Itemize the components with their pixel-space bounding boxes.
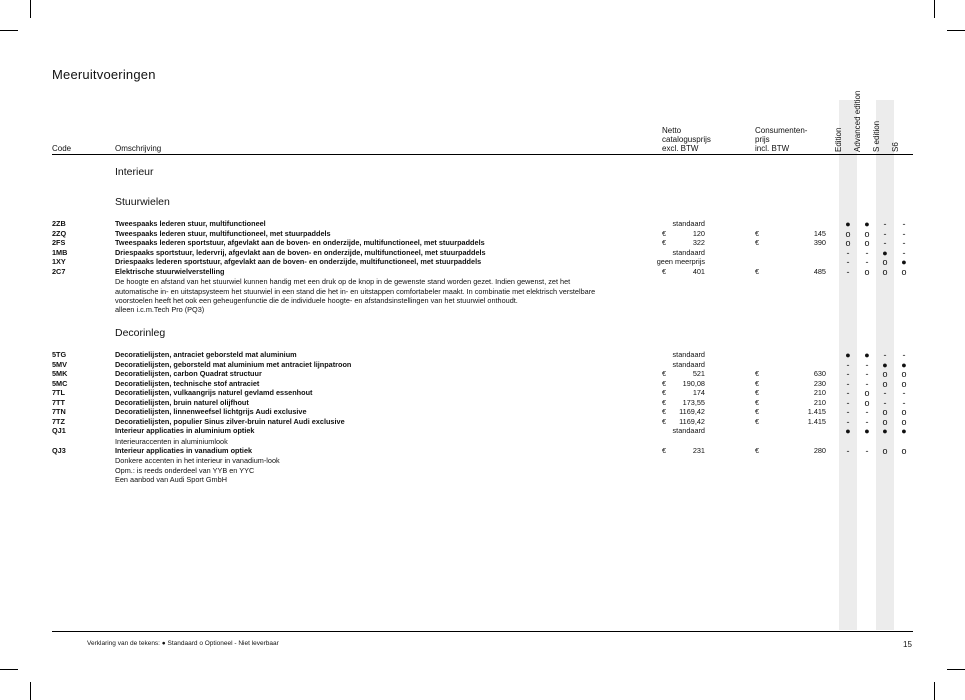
availability-mark: ● [845,350,851,360]
header-consumenten-line: prijs [755,135,770,144]
consumer-price: 230 [813,378,826,388]
section-interieur: Interieur [115,166,154,178]
header-s6-label: S6 [891,142,900,152]
table-row [0,446,965,456]
option-description: Interieur applicaties in vanadium optiek [115,446,253,455]
table-row [0,369,965,379]
table-row [0,257,965,267]
availability-mark: o [864,238,870,248]
availability-mark: ● [901,359,907,370]
header-consumenten-line: incl. BTW [755,144,790,153]
availability-mark: o [845,228,851,239]
crop-mark [0,669,18,670]
availability-mark: o [882,416,888,427]
net-price: 1169,42 [679,416,705,426]
consumer-price: 1.415 [807,416,826,426]
availability-mark: o [882,446,888,456]
euro-sign: € [755,446,760,455]
option-code: 1MB [52,247,68,257]
option-code: 2FS [52,238,66,247]
euro-sign: € [755,267,760,276]
option-description: Decoratielijsten, technische stof antraciet [115,378,260,388]
header-netto-line: Netto [662,126,682,135]
header-code: Code [52,144,72,153]
availability-mark: - [902,238,906,248]
header-s-edition-label: S edition [872,120,881,152]
euro-sign: € [755,388,760,397]
availability-mark: - [883,219,887,229]
consumer-price: 145 [813,228,826,238]
note-2c7-requirement: alleen i.c.m.Tech Pro (PQ3) [115,305,205,314]
consumer-price: 280 [813,446,826,455]
availability-mark: - [865,378,869,389]
availability-mark: o [901,378,907,389]
availability-mark: ● [882,426,888,436]
option-code: 7TN [52,407,66,416]
availability-mark: - [902,350,906,360]
header-omschrijving: Omschrijving [115,144,162,153]
availability-mark: - [902,388,906,398]
option-description: Elektrische stuurwielverstelling [115,267,225,276]
header-advanced-edition [853,90,872,152]
net-price: 322 [692,238,705,247]
option-description: Tweespaaks lederen sportstuur, afgevlakt aan de boven- en onderzijde, multifunctioneel, met stuurpaddels [115,238,485,247]
header-netto-line: excl. BTW [662,144,699,153]
availability-mark: o [882,257,888,267]
euro-sign: € [755,416,760,426]
availability-mark: ● [882,247,888,258]
availability-mark: ● [864,350,870,360]
availability-mark: - [846,397,850,408]
availability-mark: ● [845,219,851,229]
table-row [0,238,965,248]
option-code: QJ3 [52,446,66,455]
header-consumenten-line: Consumenten- [755,126,808,135]
option-code: 5MV [52,359,68,369]
euro-sign: € [755,369,760,378]
net-price: 190,08 [682,378,705,388]
euro-sign: € [662,446,667,455]
option-code: 5TG [52,350,67,359]
availability-mark: - [883,228,887,239]
option-description: Tweespaaks lederen stuur, multifunctioneel, met stuurpaddels [115,228,331,238]
table-row [0,350,965,360]
availability-mark: - [865,416,869,427]
header-advanced-edition-label: Advanced edition [853,90,862,152]
table-row [0,229,965,239]
availability-mark: - [865,446,869,456]
table-row [0,219,965,229]
net-price: 174 [692,388,705,397]
euro-sign: € [662,267,667,276]
option-description: Decoratielijsten, linnenweefsel lichtgrijs Audi exclusive [115,407,307,416]
option-code: 7TL [52,388,65,397]
availability-mark: - [865,247,869,258]
availability-mark: - [902,228,906,239]
availability-mark: o [901,416,907,427]
crop-mark [30,682,31,700]
option-code: 7TT [52,397,65,407]
euro-sign: € [755,238,760,247]
net-price: 173,55 [682,397,705,407]
availability-mark: ● [864,219,870,229]
availability-mark: - [846,388,850,398]
consumer-price: 210 [813,388,826,397]
crop-mark [947,30,965,31]
header-netto-line: catalogusprijs [662,135,711,144]
net-price: 231 [692,446,705,455]
euro-sign: € [755,378,760,388]
table-row [0,360,965,370]
availability-mark: - [846,257,850,267]
availability-mark: - [846,416,850,427]
table-row [0,426,965,436]
header-s6 [891,90,910,152]
euro-sign: € [662,407,667,416]
net-price: 120 [692,228,705,238]
availability-mark: - [865,359,869,370]
euro-sign: € [662,369,667,378]
option-description: Driespaaks lederen sportstuur, afgevlakt aan de boven- en onderzijde, multifunctioneel, met stuurpaddels [115,257,482,266]
net-price: standaard [672,359,705,369]
table-row [0,407,965,417]
availability-mark: o [901,407,907,417]
availability-mark: - [883,397,887,408]
availability-mark: o [882,267,888,277]
option-code: 2C7 [52,267,66,276]
header-consumenten [755,126,807,153]
availability-mark: o [864,267,870,277]
availability-mark: - [846,247,850,258]
option-description: Decoratielijsten, carbon Quadrat structuur [115,369,262,378]
option-description: Decoratielijsten, antraciet geborsteld mat aluminium [115,350,297,359]
euro-sign: € [662,388,667,397]
page-number: 15 [903,640,912,649]
availability-mark: - [902,247,906,258]
availability-mark: - [846,446,850,456]
availability-mark: o [882,378,888,389]
note-2c7: De hoogte en afstand van het stuurwiel kunnen handig met een druk op de knop in de gewenste stand worden gezet. Indien gewenst, zet het automatische in- en uitstapsysteem het stuurwiel in een stand die het in- en uitstappen comfortabeler maakt. In combinatie met elektrisch verstelbare voorstoelen heeft het ook een geheugenfunctie die de individuele hoogte- en afstandsinstellingen van het stuurwiel onthoudt. [115,277,596,305]
net-price: standaard [672,219,705,228]
note-qj3-accents: Donkere accenten in het interieur in vanadium-look [115,456,280,465]
option-code: 2ZQ [52,228,67,238]
table-row [0,388,965,398]
euro-sign: € [662,238,667,247]
availability-mark: - [846,369,850,379]
availability-mark: o [882,369,888,379]
euro-sign: € [662,416,667,426]
consumer-price: 210 [813,397,826,407]
header-netto [662,126,711,153]
availability-mark: o [864,228,870,239]
note-qj3-offer: Een aanbod van Audi Sport GmbH [115,475,227,484]
table-row [0,379,965,389]
header-edition [834,90,853,152]
legend: Verklaring van de tekens: ● Standaard o Optioneel - Niet leverbaar [87,640,279,647]
availability-mark: ● [901,257,907,267]
availability-mark: ● [864,426,870,436]
option-description: Decoratielijsten, vulkaangrijs naturel gevlamd essenhout [115,388,313,397]
header-rule [52,154,913,155]
availability-mark: o [845,238,851,248]
availability-mark: - [865,369,869,379]
option-description: Decoratielijsten, bruin naturel olijfhout [115,397,249,407]
availability-mark: - [883,350,887,360]
crop-mark [934,0,935,18]
option-description: Driespaaks sportstuur, ledervrij, afgevlakt aan de boven- en onderzijde, multifunctioneel, met stuurpaddels [115,247,486,257]
note-qj1: Interieuraccenten in aluminiumlook [115,437,228,446]
availability-mark: - [865,257,869,267]
table-row [0,398,965,408]
availability-mark: o [864,397,870,408]
footer-rule [52,631,913,632]
option-code: QJ1 [52,426,66,435]
availability-mark: - [846,378,850,389]
crop-mark [30,0,31,18]
availability-mark: - [865,407,869,417]
availability-mark: o [864,388,870,398]
consumer-price: 390 [813,238,826,247]
net-price: 401 [692,267,705,276]
net-price: standaard [672,350,705,359]
availability-mark: - [846,359,850,370]
crop-mark [947,669,965,670]
availability-mark: ● [901,426,907,436]
euro-sign: € [755,397,760,407]
consumer-price: 485 [813,267,826,276]
consumer-price: 630 [813,369,826,378]
euro-sign: € [755,407,760,416]
note-qj3-remark: Opm.: is reeds onderdeel van YYB en YYC [115,465,255,475]
header-edition-label: Edition [834,127,843,152]
crop-mark [0,30,18,31]
euro-sign: € [755,228,760,238]
option-description: Decoratielijsten, geborsteld mat aluminium met antraciet lijnpatroon [115,359,352,369]
availability-mark: - [883,238,887,248]
option-code: 5MK [52,369,68,378]
option-code: 2ZB [52,219,66,228]
table-row [0,267,965,277]
option-description: Interieur applicaties in aluminium optiek [115,426,255,435]
crop-mark [934,682,935,700]
option-description: Tweespaaks lederen stuur, multifunctioneel [115,219,266,228]
table-row [0,417,965,427]
net-price: geen meerprijs [656,257,705,266]
option-code: 1XY [52,257,66,266]
option-description: Decoratielijsten, populier Sinus zilver-bruin naturel Audi exclusive [115,416,345,426]
availability-mark: - [846,407,850,417]
availability-mark: o [901,267,907,277]
net-price: 1169,42 [679,407,705,416]
option-code: 5MC [52,378,68,388]
euro-sign: € [662,228,667,238]
availability-mark: - [902,397,906,408]
consumer-price: 1.415 [807,407,826,416]
option-code: 7TZ [52,416,65,426]
net-price: standaard [672,426,705,435]
availability-mark: ● [882,359,888,370]
section-decorinleg: Decorinleg [115,327,166,339]
availability-mark: - [902,219,906,229]
availability-mark: o [882,407,888,417]
page-title: Meeruitvoeringen [52,67,156,82]
euro-sign: € [662,378,667,388]
net-price: 521 [692,369,705,378]
net-price: standaard [672,247,705,257]
availability-mark: o [901,369,907,379]
header-s-edition [872,90,891,152]
availability-mark: - [846,267,850,277]
table-row [0,248,965,258]
availability-mark: o [901,446,907,456]
section-stuurwielen: Stuurwielen [115,196,170,208]
availability-mark: ● [845,426,851,436]
euro-sign: € [662,397,667,407]
availability-mark: - [883,388,887,398]
